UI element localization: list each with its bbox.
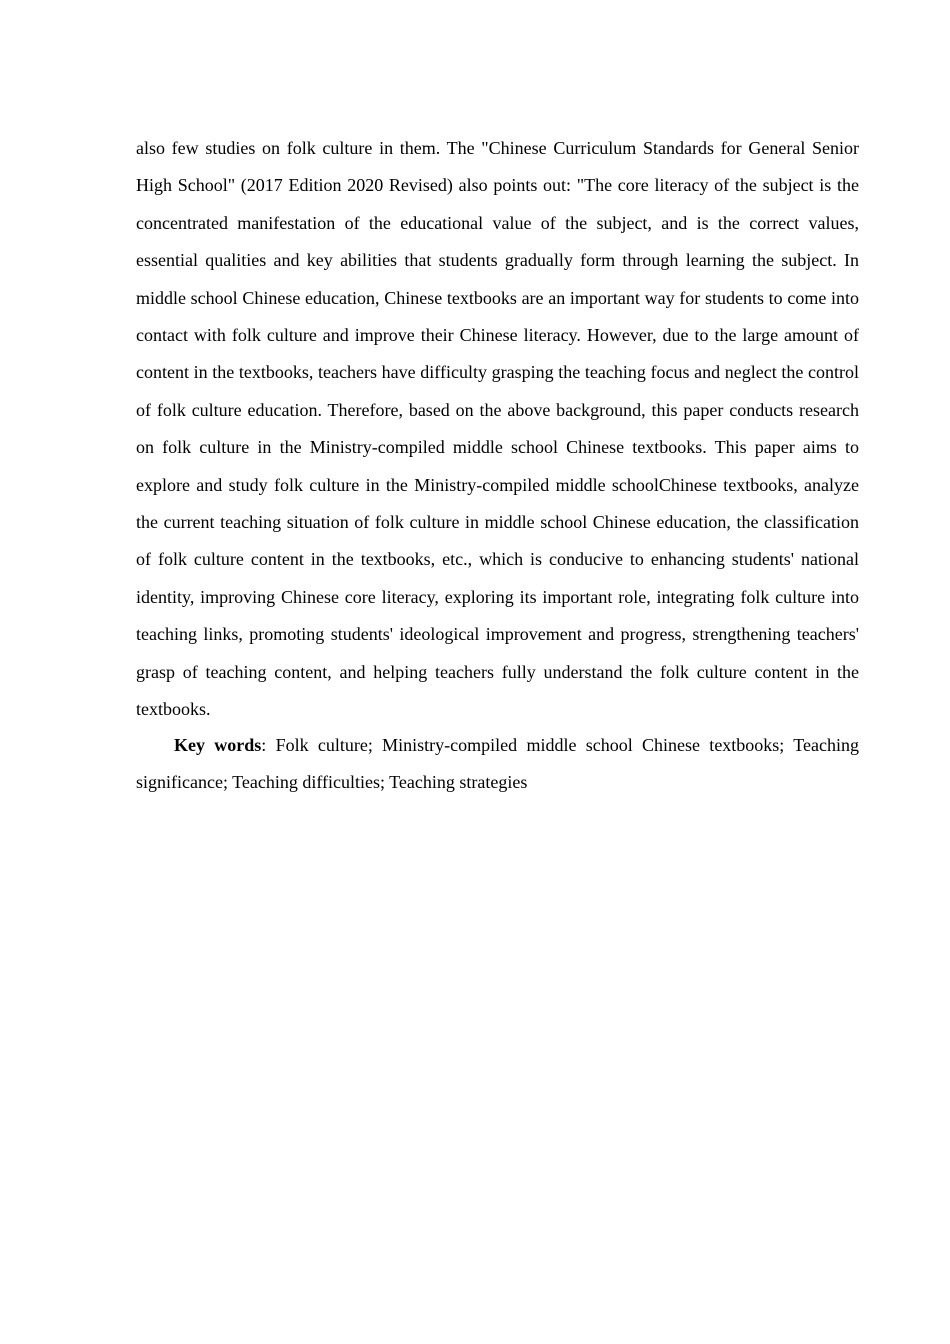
keywords-text: Folk culture; Ministry-compiled middle school Chinese textbooks; Teaching significance; Teaching difficulties; Teaching strategies: [136, 734, 859, 792]
document-content: [136, 130, 859, 801]
keywords-label: Key words: [174, 734, 262, 755]
keywords-paragraph: [136, 727, 859, 802]
abstract-body-paragraph: also few studies on folk culture in them. The "Chinese Curriculum Standards for General Senior High School" (2017 Edition 2020 Revised) also points out: "The core literacy of the subject is the concentrated manifestation of the educational value of the subject, and is the correct values, essential qualities and key abilities that students gradually form through learning the subject. In middle school Chinese education, Chinese textbooks are an important way for students to come into contact with folk culture and improve their Chinese literacy. However, due to the large amount of content in the textbooks, teachers have difficulty grasping the teaching focus and neglect the control of folk culture education. Therefore, based on the above background, this paper conducts research on folk culture in the Ministry-compiled middle school Chinese textbooks. This paper aims to explore and study folk culture in the Ministry-compiled middle schoolChinese textbooks, analyze the current teaching situation of folk culture in middle school Chinese education, the classification of folk culture content in the textbooks, etc., which is conducive to enhancing students' national identity, improving Chinese core literacy, exploring its important role, integrating folk culture into teaching links, promoting students' ideological improvement and progress, strengthening teachers' grasp of teaching content, and helping teachers fully understand the folk culture content in the textbooks.: [136, 138, 859, 720]
keywords-separator: :: [261, 734, 276, 755]
